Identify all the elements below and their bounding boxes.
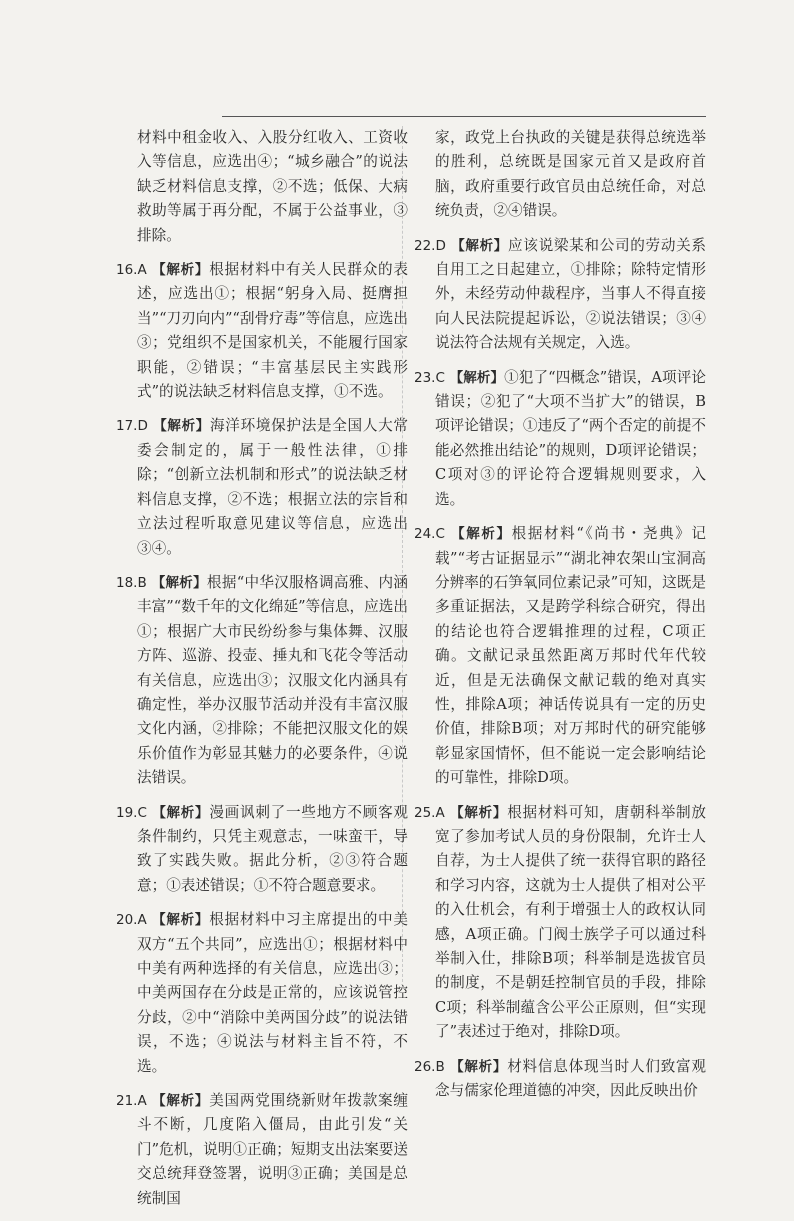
question-number: 23. (414, 369, 436, 386)
explanation-text: 根据材料中有关人民群众的表述，应选出①；根据“躬身入局、挺膺担当”“刀刃向内”“刮骨疗毒”等信息，应选出③；党组织不是国家机关，不能履行国家职能，②错误；“丰富基层民主实践形式”的说法缺乏材料信息支撑，①不选。 (137, 261, 409, 401)
question-number: 16. (116, 262, 138, 279)
answer-choice: C (435, 526, 445, 543)
analysis-tag: 【解析】 (152, 1093, 210, 1110)
analysis-tag: 【解析】 (151, 574, 207, 591)
analysis-tag: 【解析】 (152, 262, 210, 279)
answer-choice: A (137, 262, 147, 279)
analysis-tag: 【解析】 (450, 1058, 508, 1075)
answer-choice: D (137, 418, 148, 435)
answer-entry (116, 908, 408, 1079)
answer-choice: A (435, 804, 445, 821)
question-number: 26. (414, 1058, 436, 1075)
answer-choice: B (435, 1058, 445, 1075)
question-number: 25. (414, 804, 436, 821)
question-number: 18. (116, 574, 138, 591)
answer-choice: B (137, 574, 147, 591)
analysis-tag: 【解析】 (152, 912, 210, 929)
answer-entry (116, 258, 408, 404)
explanation-text: 根据材料可知，唐朝科举制放宽了参加考试人员的身份限制，允许士人自荐，为士人提供了统一获得官职的路径和学习内容，这就为士人提供了相对公平的入仕机会，有利于增强士人的政权认同感，A项正确。门阀士族学子可以通过科举制入仕，排除B项；科举制是选拔官员的制度，不是朝廷控制官员的手段，排除C项；科举制蕴含公平公正原则，但“实现了”表述过于绝对，排除D项。 (435, 803, 707, 1041)
explanation-text: 根据“中华汉服格调高雅、内涵丰富”“数千年的文化绵延”等信息，应选出①；根据广大市民纷纷参与集体舞、汉服方阵、巡游、投壶、捶丸和飞花令等活动有关信息，应选出③；汉服文化内涵具有确定性，举办汉服节活动并没有丰富汉服文化内涵，②排除；不能把汉服文化的娱乐价值作为彰显其魅力的必要条件，④说法错误。 (137, 573, 409, 787)
answer-entry (116, 571, 408, 791)
explanation-text: 应该说梁某和公司的劳动关系自用工之日起建立，①排除；除特定情形外，未经劳动仲裁程序，当事人不得直接向人民法院提起诉讼，②说法错误；③④说法符合法规有关规定，入选。 (435, 236, 707, 352)
analysis-tag: 【解析】 (449, 369, 505, 386)
right-column (414, 126, 706, 1113)
answer-entry (116, 414, 408, 560)
analysis-tag: 【解析】 (152, 804, 210, 821)
question-number: 19. (116, 804, 138, 821)
answer-entry (116, 801, 408, 899)
answer-entry-continued (116, 126, 408, 248)
explanation-text: 根据材料“《尚书・尧典》记载”“考古证据显示”“湖北神农架山宝洞高分辨率的石笋氧同位素记录”可知，这既是多重证据法，又是跨学科综合研究，得出的结论也符合逻辑推理的过程，C项正确。文献记录虽然距离万邦时代年代较近，但是无法确保文献记载的绝对真实性，排除A项；神话传说具有一定的历史价值，排除B项；对万邦时代的研究能够彰显家国情怀，但不能说一定会影响结论的可靠性，排除D项。 (435, 525, 707, 787)
explanation-text: 美国两党围绕新财年拨款案缠斗不断，几度陷入僵局，由此引发“关门”危机，说明①正确；短期支出法案要送交总统拜登签署，说明③正确；美国是总统制国 (137, 1092, 409, 1207)
explanation-text: 漫画讽刺了一些地方不顾客观条件制约，只凭主观意志，一味蛮干，导致了实践失败。据此分析，②③符合题意；①表述错误；①不符合题意要求。 (137, 803, 408, 894)
answer-choice: A (137, 912, 147, 929)
question-number: 20. (116, 912, 138, 929)
explanation-text: 材料中租金收入、入股分红收入、工资收入等信息，应选出④；“城乡融合”的说法缺乏材料信息支撑，②不选；低保、大病救助等属于再分配，不属于公益事业，③排除。 (137, 129, 408, 244)
explanation-text: 根据材料中习主席提出的中美双方“五个共同”，应选出①；根据材料中中美有两种选择的有关信息，应选出③；中美两国存在分歧是正常的，应该说管控分歧，②中“消除中美两国分歧”的说法错误，不选；④说法与材料主旨不符，不选。 (137, 911, 409, 1075)
answer-entry-continued (414, 126, 706, 224)
answer-choice: C (435, 369, 445, 386)
question-number: 22. (414, 237, 436, 254)
answer-choice: D (435, 237, 446, 254)
answer-choice: C (137, 804, 147, 821)
analysis-tag: 【解析】 (451, 526, 512, 543)
answer-choice: A (137, 1093, 147, 1110)
analysis-tag: 【解析】 (451, 237, 508, 254)
question-number: 17. (116, 418, 138, 435)
answer-entry (414, 801, 706, 1045)
answer-entry (414, 1055, 706, 1104)
explanation-text: ①犯了“四概念”错误，A项评论错误；②犯了“大项不当扩大”的错误，B项评论错误；①违反了“两个否定的前提不能必然推出结论”的规则，D项评论错误；C项对③的评论符合逻辑规则要求，入选。 (435, 368, 707, 508)
question-number: 21. (116, 1093, 138, 1110)
explanation-text: 材料信息体现当时人们致富观念与儒家伦理道德的冲突，因此反映出价 (435, 1057, 706, 1100)
question-number: 24. (414, 526, 436, 543)
answer-entry (414, 522, 706, 790)
left-column (116, 126, 408, 1221)
header-rule (222, 116, 706, 117)
analysis-tag: 【解析】 (450, 804, 508, 821)
explanation-text: 家，政党上台执政的关键是获得总统选举的胜利，总统既是国家元首又是政府首脑，政府重要行政官员由总统任命，对总统负责，②④错误。 (435, 129, 706, 220)
explanation-text: 海洋环境保护法是全国人大常委会制定的，属于一般性法律，①排除；“创新立法机制和形式”的说法缺乏材料信息支撑，②不选；根据立法的宗旨和立法过程听取意见建议等信息，应选出③④。 (137, 417, 409, 557)
answer-entry (414, 366, 706, 512)
answer-entry (116, 1089, 408, 1211)
analysis-tag: 【解析】 (153, 418, 210, 435)
answer-entry (414, 234, 706, 356)
